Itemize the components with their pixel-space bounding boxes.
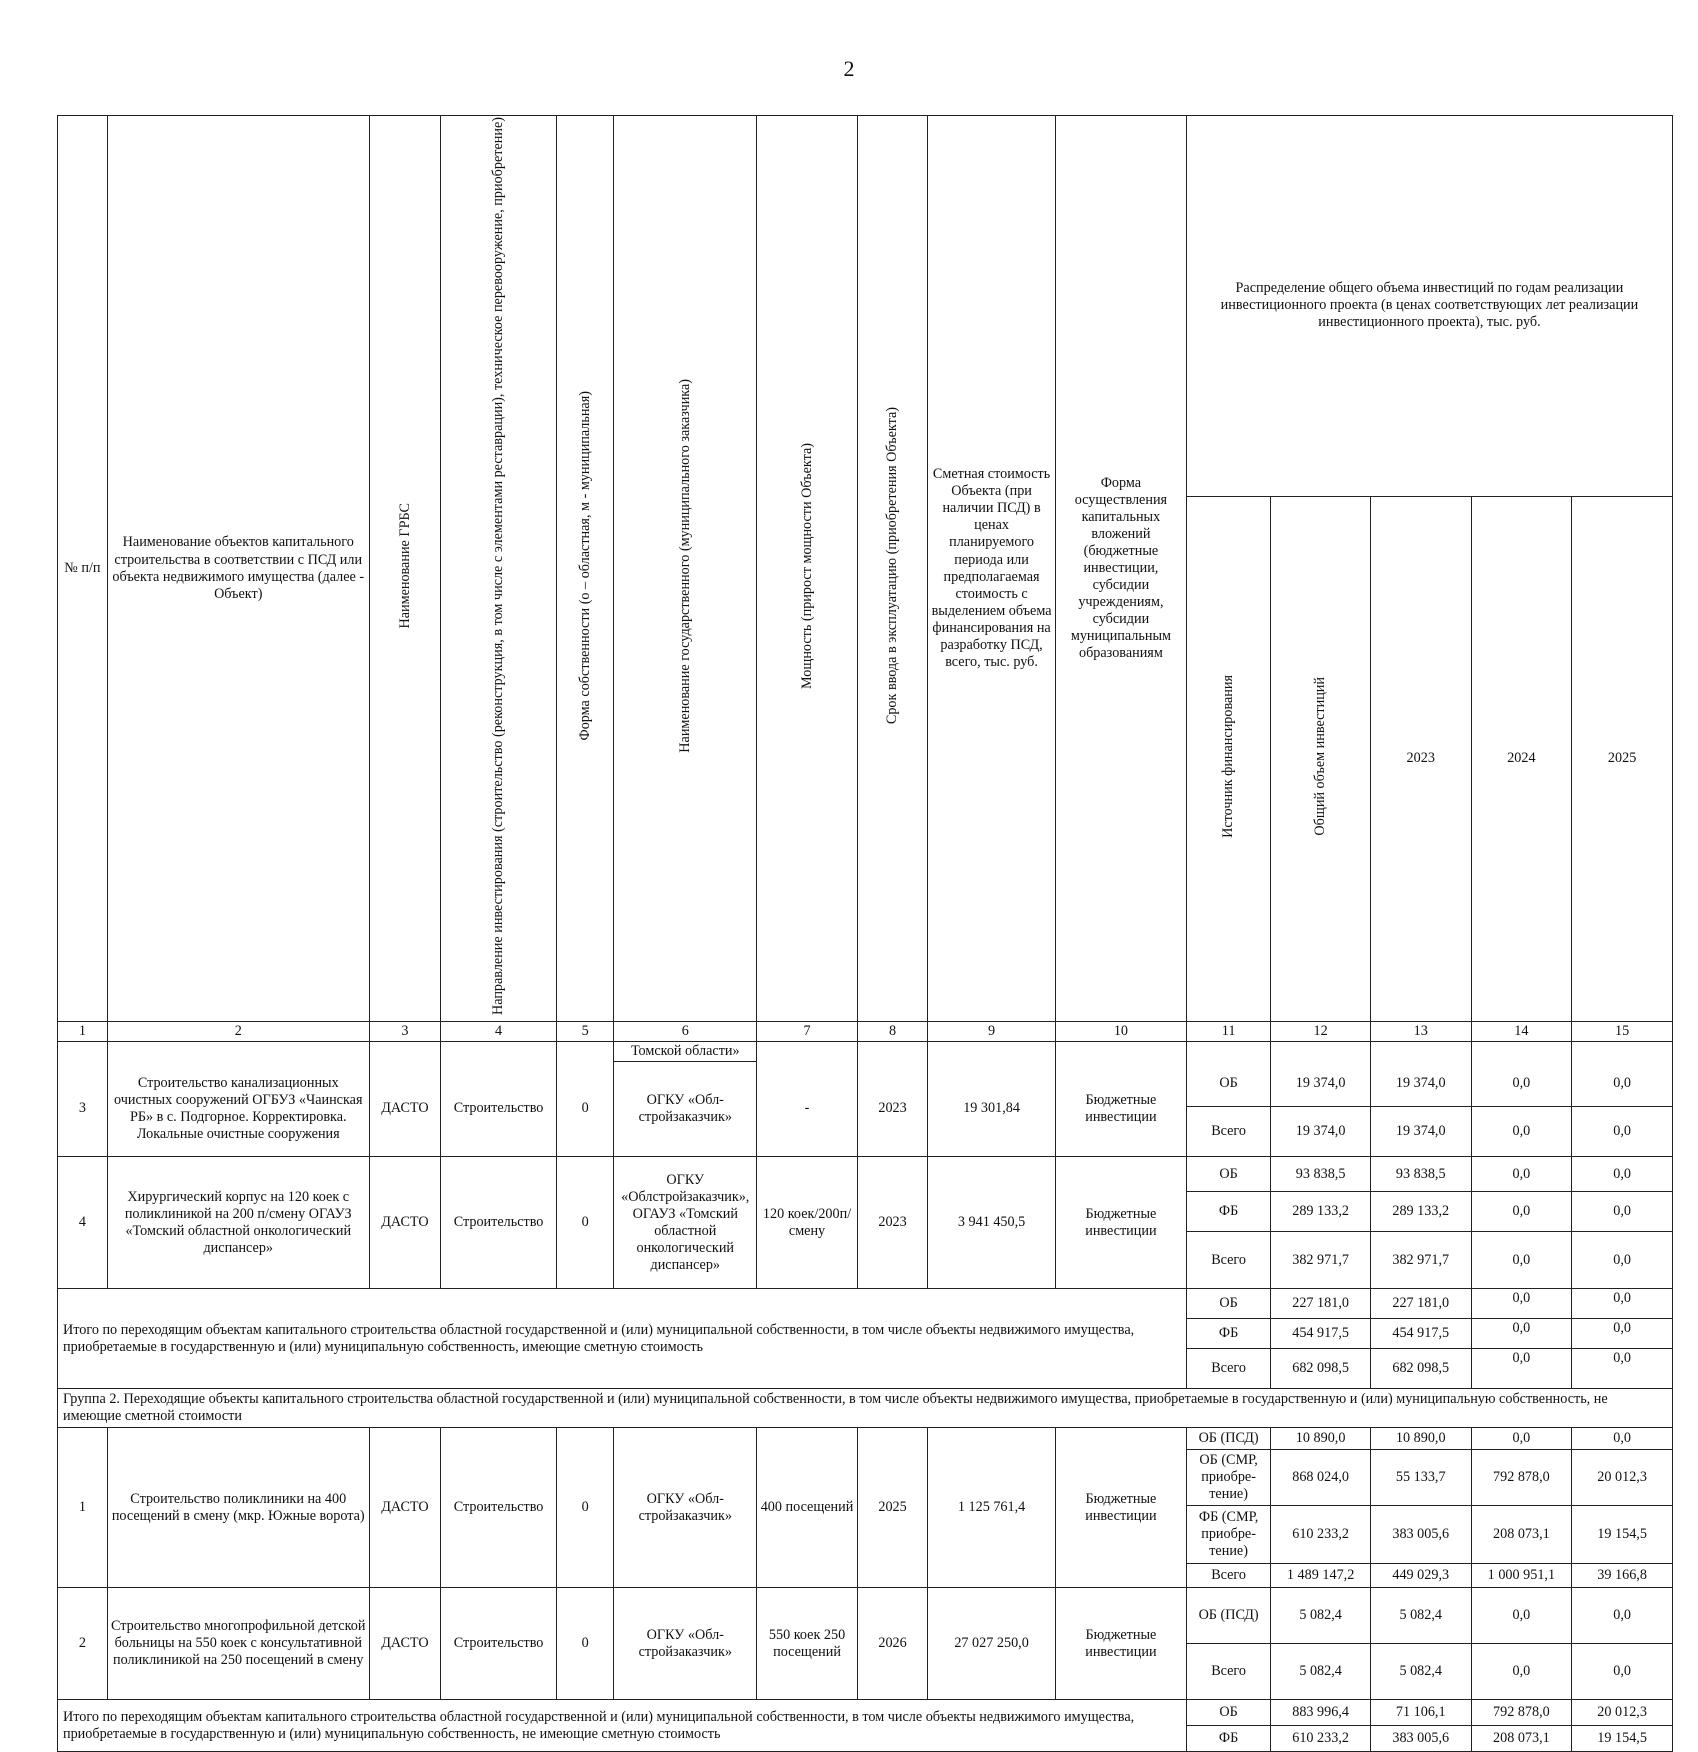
table-row xyxy=(58,1157,1673,1192)
object-name: Строительство многопрофильной детской больницы на 550 коек с консультативной поликлиникой на 250 посещений в смену xyxy=(107,1588,369,1700)
fin-total: 1 489 147,2 xyxy=(1271,1564,1371,1588)
col-number: 5 xyxy=(556,1022,613,1042)
fin-2024: 0,0 xyxy=(1471,1157,1572,1192)
total-row xyxy=(58,1289,1673,1319)
fin-total: 19 374,0 xyxy=(1271,1107,1371,1157)
capacity: 550 коек 250 посещений xyxy=(757,1588,858,1700)
commission-year: 2023 xyxy=(857,1062,927,1157)
fin-2024: 0,0 xyxy=(1471,1644,1572,1700)
object-name: Строительство поликлиники на 400 посещений в смену (мкр. Южные ворота) xyxy=(107,1428,369,1588)
direction: Строительство xyxy=(441,1428,557,1588)
fin-2024: 792 878,0 xyxy=(1471,1700,1572,1726)
commission-year: 2025 xyxy=(857,1428,927,1588)
direction: Строительство xyxy=(441,1588,557,1700)
capacity: - xyxy=(757,1062,858,1157)
fin-2023: 5 082,4 xyxy=(1370,1644,1471,1700)
fin-2023: 227 181,0 xyxy=(1370,1289,1471,1319)
header-grbs: Наименование ГРБС xyxy=(369,116,440,1022)
fin-total: 682 098,5 xyxy=(1271,1349,1371,1389)
fin-source: ОБ (СМР, приобре-тение) xyxy=(1186,1450,1270,1506)
header-commission-date: Срок ввода в эксплуатацию (приобретения Объекта) xyxy=(857,116,927,1022)
object-name: Строительство канализационных очистных сооружений ОГБУЗ «Чаинская РБ» в с. Подгорное. Корректировка. Локальные очистные сооружения xyxy=(107,1062,369,1157)
table-row xyxy=(58,1588,1673,1644)
grbs: ДАСТО xyxy=(369,1062,440,1157)
fin-source: ФБ xyxy=(1186,1726,1270,1752)
fin-2025: 0,0 xyxy=(1572,1428,1673,1450)
fin-total: 289 133,2 xyxy=(1271,1192,1371,1232)
estimated-cost: 1 125 761,4 xyxy=(928,1428,1056,1588)
total-row xyxy=(58,1700,1673,1726)
fin-2025: 19 154,5 xyxy=(1572,1726,1673,1752)
customer: ОГКУ «Облстройзаказчик», ОГАУЗ «Томский областной онкологический диспансер» xyxy=(614,1157,757,1289)
fin-total: 227 181,0 xyxy=(1271,1289,1371,1319)
fin-2024: 0,0 xyxy=(1471,1107,1572,1157)
fin-source: ОБ xyxy=(1186,1062,1270,1107)
column-numbers-row xyxy=(58,1022,1673,1042)
fin-2024: 0,0 xyxy=(1471,1428,1572,1450)
fin-source: ОБ xyxy=(1186,1289,1270,1319)
fin-2024: 0,0 xyxy=(1471,1588,1572,1644)
col-number: 11 xyxy=(1186,1022,1270,1042)
fin-source: Всего xyxy=(1186,1564,1270,1588)
fin-2025: 39 166,8 xyxy=(1572,1564,1673,1588)
ownership: 0 xyxy=(556,1157,613,1289)
investment-form: Бюджетные инвестиции xyxy=(1055,1588,1186,1700)
header-distribution: Распределение общего объема инвестиций по годам реализации инвестиционного проекта (в ценах соответствующих лет реализации инвестиционного проекта), тыс. руб. xyxy=(1186,116,1672,497)
col-number: 10 xyxy=(1055,1022,1186,1042)
commission-year: 2023 xyxy=(857,1157,927,1289)
header-capacity: Мощность (прирост мощности Объекта) xyxy=(757,116,858,1022)
col-number: 9 xyxy=(928,1022,1056,1042)
grbs: ДАСТО xyxy=(369,1157,440,1289)
col-number: 13 xyxy=(1370,1022,1471,1042)
fin-2025: 0,0 xyxy=(1572,1107,1673,1157)
col-number: 15 xyxy=(1572,1022,1673,1042)
investment-table xyxy=(57,115,1673,1752)
fin-total: 610 233,2 xyxy=(1271,1726,1371,1752)
col-number: 6 xyxy=(614,1022,757,1042)
investment-form: Бюджетные инвестиции xyxy=(1055,1062,1186,1157)
fin-2025: 0,0 xyxy=(1572,1062,1673,1107)
col-number: 7 xyxy=(757,1022,858,1042)
header-year-2024: 2024 xyxy=(1471,496,1572,1021)
fin-2023: 10 890,0 xyxy=(1370,1428,1471,1450)
fin-total: 19 374,0 xyxy=(1271,1062,1371,1107)
fin-2024: 0,0 xyxy=(1471,1062,1572,1107)
fin-total: 610 233,2 xyxy=(1271,1506,1371,1564)
continuation-text: Томской области» xyxy=(614,1042,757,1062)
fin-source: ОБ xyxy=(1186,1157,1270,1192)
fin-2025: 20 012,3 xyxy=(1572,1450,1673,1506)
fin-total: 382 971,7 xyxy=(1271,1232,1371,1289)
fin-2024: 208 073,1 xyxy=(1471,1506,1572,1564)
col-number: 1 xyxy=(58,1022,108,1042)
fin-2023: 19 374,0 xyxy=(1370,1107,1471,1157)
row-num: 3 xyxy=(58,1062,108,1157)
page-number: 2 xyxy=(843,56,855,81)
ownership: 0 xyxy=(556,1062,613,1157)
commission-year: 2026 xyxy=(857,1588,927,1700)
fin-2023: 55 133,7 xyxy=(1370,1450,1471,1506)
col-number: 14 xyxy=(1471,1022,1572,1042)
continuation-row xyxy=(58,1042,1673,1062)
row-num: 4 xyxy=(58,1157,108,1289)
header-fin-source: Источник финансирования xyxy=(1186,496,1270,1021)
fin-2025: 0,0 xyxy=(1572,1289,1673,1319)
col-number: 12 xyxy=(1271,1022,1371,1042)
fin-2025: 0,0 xyxy=(1572,1349,1673,1389)
fin-2025: 20 012,3 xyxy=(1572,1700,1673,1726)
fin-2023: 19 374,0 xyxy=(1370,1062,1471,1107)
header-year-2025: 2025 xyxy=(1572,496,1673,1021)
fin-2023: 383 005,6 xyxy=(1370,1726,1471,1752)
fin-source: Всего xyxy=(1186,1644,1270,1700)
object-name: Хирургический корпус на 120 коек с поликлиникой на 200 п/смену ОГАУЗ «Томский областной онкологический диспансер» xyxy=(107,1157,369,1289)
fin-source: Всего xyxy=(1186,1349,1270,1389)
col-number: 8 xyxy=(857,1022,927,1042)
fin-total: 5 082,4 xyxy=(1271,1644,1371,1700)
direction: Строительство xyxy=(441,1062,557,1157)
header-row-1 xyxy=(58,116,1673,497)
fin-source: ОБ (ПСД) xyxy=(1186,1428,1270,1450)
ownership: 0 xyxy=(556,1428,613,1588)
header-investment-form: Форма осуществления капитальных вложений (бюджетные инвестиции, субсидии учреждениям, субсидии муниципальным образованиям xyxy=(1055,116,1186,1022)
fin-2024: 0,0 xyxy=(1471,1232,1572,1289)
estimated-cost: 3 941 450,5 xyxy=(928,1157,1056,1289)
col-number: 3 xyxy=(369,1022,440,1042)
fin-2023: 682 098,5 xyxy=(1370,1349,1471,1389)
fin-source: Всего xyxy=(1186,1107,1270,1157)
fin-2023: 71 106,1 xyxy=(1370,1700,1471,1726)
grbs: ДАСТО xyxy=(369,1588,440,1700)
ownership: 0 xyxy=(556,1588,613,1700)
fin-2023: 454 917,5 xyxy=(1370,1319,1471,1349)
fin-source: ФБ xyxy=(1186,1319,1270,1349)
estimated-cost: 27 027 250,0 xyxy=(928,1588,1056,1700)
fin-2024: 1 000 951,1 xyxy=(1471,1564,1572,1588)
customer: ОГКУ «Обл-стройзаказчик» xyxy=(614,1588,757,1700)
group-title-row xyxy=(58,1389,1673,1428)
grbs: ДАСТО xyxy=(369,1428,440,1588)
fin-2025: 0,0 xyxy=(1572,1157,1673,1192)
fin-2024: 792 878,0 xyxy=(1471,1450,1572,1506)
investment-form: Бюджетные инвестиции xyxy=(1055,1428,1186,1588)
fin-2023: 93 838,5 xyxy=(1370,1157,1471,1192)
fin-total: 454 917,5 xyxy=(1271,1319,1371,1349)
fin-2024: 0,0 xyxy=(1471,1349,1572,1389)
fin-source: Всего xyxy=(1186,1232,1270,1289)
fin-2025: 0,0 xyxy=(1572,1232,1673,1289)
fin-source: ОБ (ПСД) xyxy=(1186,1588,1270,1644)
estimated-cost: 19 301,84 xyxy=(928,1062,1056,1157)
fin-2024: 208 073,1 xyxy=(1471,1726,1572,1752)
fin-source: ФБ xyxy=(1186,1192,1270,1232)
col-number: 2 xyxy=(107,1022,369,1042)
header-total-volume: Общий объем инвестиций xyxy=(1271,496,1371,1021)
header-customer: Наименование государственного (муниципального заказчика) xyxy=(614,116,757,1022)
group1-total-label: Итого по переходящим объектам капитального строительства областной государственной и (или) муниципальной собственности, в том числе объекты недвижимого имущества, приобретаемые в государственную и (или) муниципальную собственность, имеющие сметную стоимость xyxy=(58,1289,1187,1389)
customer: ОГКУ «Обл-стройзаказчик» xyxy=(614,1062,757,1157)
fin-2025: 19 154,5 xyxy=(1572,1506,1673,1564)
fin-2025: 0,0 xyxy=(1572,1588,1673,1644)
fin-2023: 382 971,7 xyxy=(1370,1232,1471,1289)
table-row xyxy=(58,1428,1673,1450)
capacity: 400 посещений xyxy=(757,1428,858,1588)
group2-title: Группа 2. Переходящие объекты капитального строительства областной государственной и (или) муниципальной собственности, в том числе объекты недвижимого имущества, приобретаемые в государственную и (или) муниципальную собственность, не имеющие сметной стоимости xyxy=(58,1389,1673,1428)
fin-total: 93 838,5 xyxy=(1271,1157,1371,1192)
fin-total: 10 890,0 xyxy=(1271,1428,1371,1450)
fin-2023: 289 133,2 xyxy=(1370,1192,1471,1232)
fin-2024: 0,0 xyxy=(1471,1319,1572,1349)
row-num: 2 xyxy=(58,1588,108,1700)
direction: Строительство xyxy=(441,1157,557,1289)
table-row xyxy=(58,1062,1673,1107)
fin-2024: 0,0 xyxy=(1471,1192,1572,1232)
group2-total-label: Итого по переходящим объектам капитального строительства областной государственной и (или) муниципальной собственности, в том числе объекты недвижимого имущества, приобретаемые в государственную и (или) муниципальную собственность, не имеющие сметную стоимость xyxy=(58,1700,1187,1752)
fin-source: ФБ (СМР, приобре-тение) xyxy=(1186,1506,1270,1564)
fin-2025: 0,0 xyxy=(1572,1192,1673,1232)
customer: ОГКУ «Обл-стройзаказчик» xyxy=(614,1428,757,1588)
header-estimated-cost: Сметная стоимость Объекта (при наличии ПСД) в ценах планируемого периода или предполагаемая стоимость с выделением объема финансирования на разработку ПСД, всего, тыс. руб. xyxy=(928,116,1056,1022)
header-year-2023: 2023 xyxy=(1370,496,1471,1021)
investment-form: Бюджетные инвестиции xyxy=(1055,1157,1186,1289)
header-ownership: Форма собственности (о – областная, м - муниципальная) xyxy=(556,116,613,1022)
fin-total: 883 996,4 xyxy=(1271,1700,1371,1726)
capacity: 120 коек/200п/смену xyxy=(757,1157,858,1289)
fin-2023: 383 005,6 xyxy=(1370,1506,1471,1564)
header-object-name: Наименование объектов капитального строительства в соответствии с ПСД или объекта недвижимого имущества (далее - Объект) xyxy=(107,116,369,1022)
fin-total: 868 024,0 xyxy=(1271,1450,1371,1506)
fin-total: 5 082,4 xyxy=(1271,1588,1371,1644)
fin-2023: 5 082,4 xyxy=(1370,1588,1471,1644)
header-num: № п/п xyxy=(58,116,108,1022)
fin-2025: 0,0 xyxy=(1572,1319,1673,1349)
col-number: 4 xyxy=(441,1022,557,1042)
fin-2024: 0,0 xyxy=(1471,1289,1572,1319)
row-num: 1 xyxy=(58,1428,108,1588)
fin-source: ОБ xyxy=(1186,1700,1270,1726)
fin-2023: 449 029,3 xyxy=(1370,1564,1471,1588)
fin-2025: 0,0 xyxy=(1572,1644,1673,1700)
header-direction: Направление инвестирования (строительство (реконструкция, в том числе с элементами реставрации), техническое перевооружение, приобретение) xyxy=(441,116,557,1022)
